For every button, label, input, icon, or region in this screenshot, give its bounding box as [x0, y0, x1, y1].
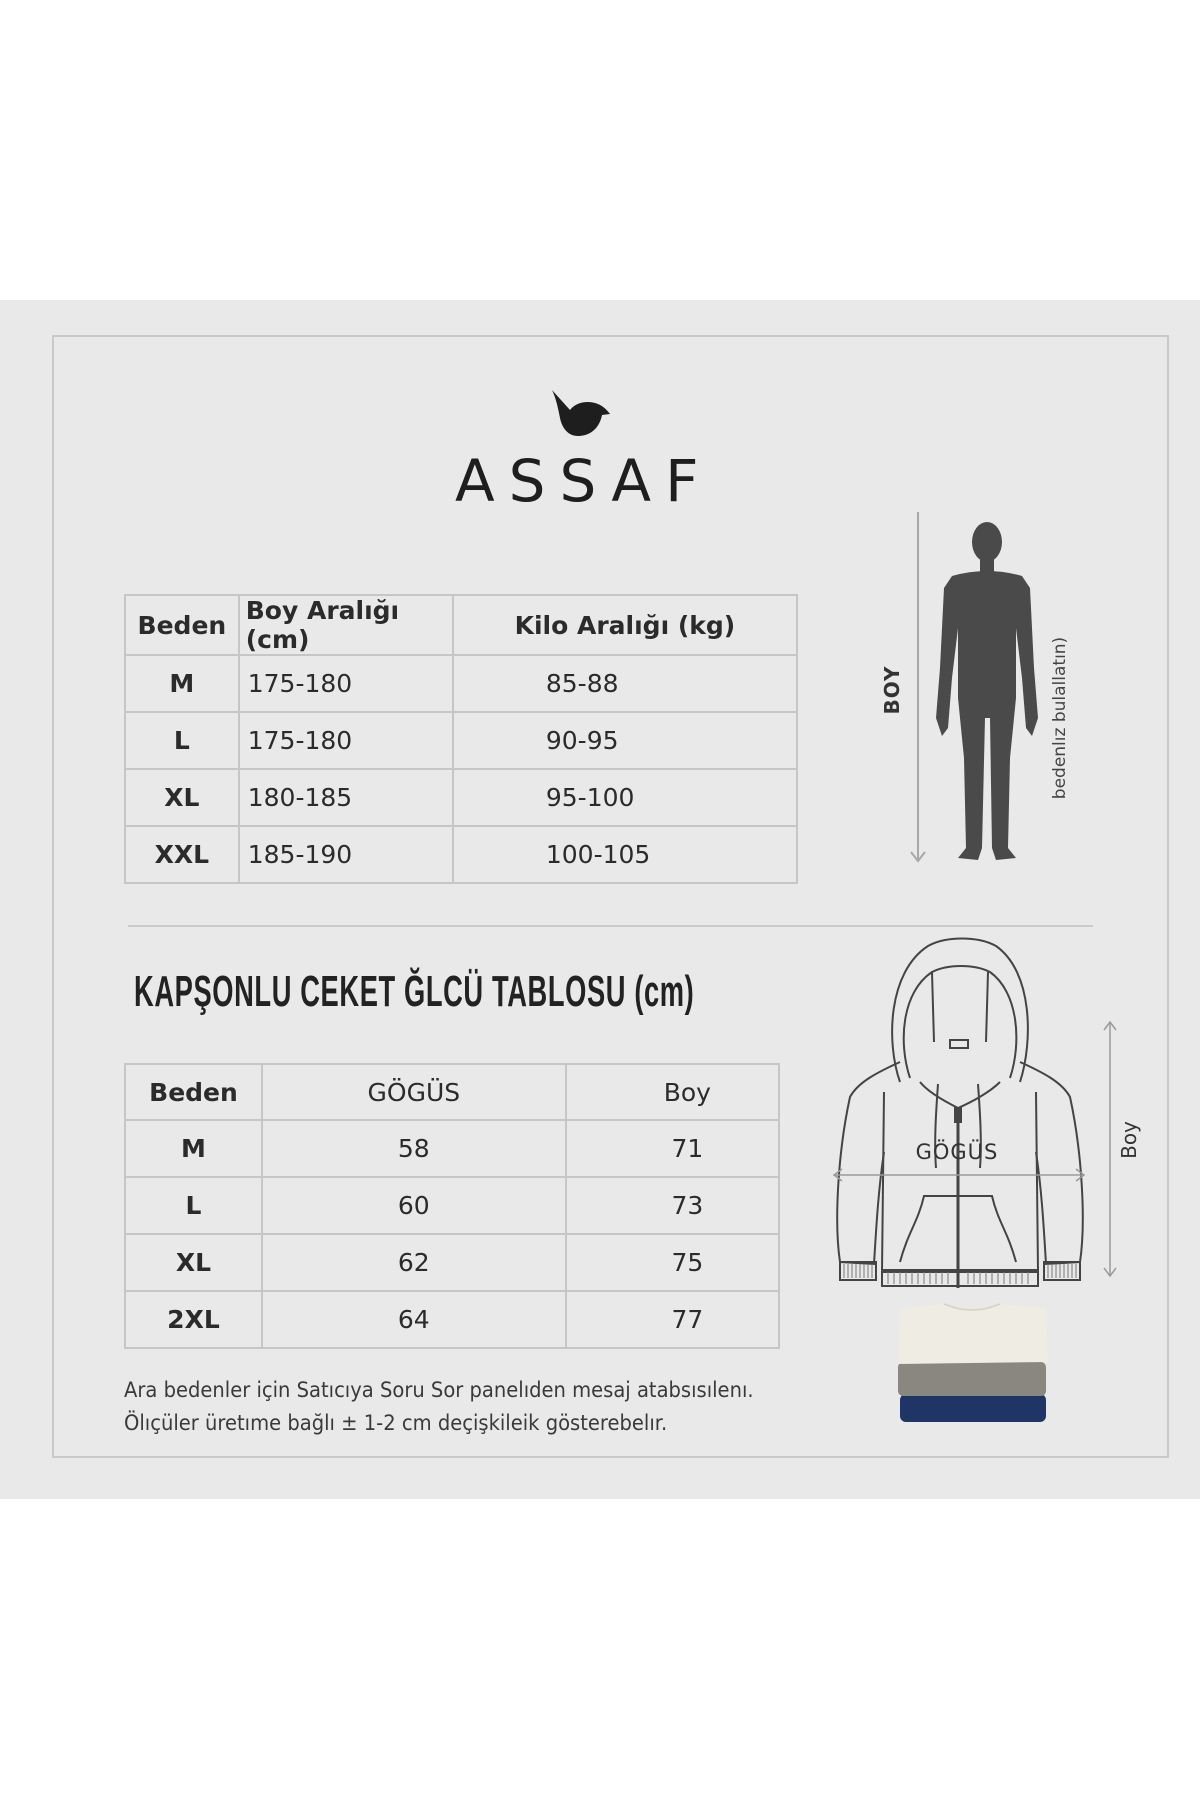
header-boy-araligi: Boy Aralığı (cm)	[239, 595, 453, 655]
height-range-cell: 185-190	[239, 826, 453, 883]
footnote	[124, 1374, 801, 1440]
chest-cell: 60	[262, 1177, 566, 1234]
height-arrow-icon	[906, 510, 930, 866]
weight-range-cell: 85-88	[453, 655, 797, 712]
bird-icon	[548, 388, 612, 440]
footnote-line-1: Ara bedenler için Satıcıya Soru Sor panelıden mesaj atabsısılenı.	[124, 1378, 754, 1402]
size-cell: XL	[125, 1234, 262, 1291]
size-cell: M	[125, 655, 239, 712]
table-row	[125, 1120, 779, 1177]
header-boy: Boy	[566, 1064, 779, 1120]
header-beden: Beden	[125, 595, 239, 655]
body-size-table	[124, 594, 798, 884]
height-range-cell: 175-180	[239, 655, 453, 712]
size-cell: XXL	[125, 826, 239, 883]
footnote-line-2: Ölıçüler üretıme bağlı ± 1-2 cm deçişkileik gösterebelır.	[124, 1411, 668, 1435]
find-size-note: bedenlız bulallatın)	[1050, 636, 1070, 800]
chest-measure-label: GÖGÜS	[915, 1140, 999, 1164]
man-height-label: BOY	[880, 665, 904, 715]
hoodie-diagram-icon	[828, 932, 1090, 1288]
table-row	[125, 1291, 779, 1348]
brand-name: ASSAF	[455, 447, 713, 515]
table-row	[125, 655, 797, 712]
section-divider	[128, 925, 1093, 927]
chest-cell: 62	[262, 1234, 566, 1291]
chest-cell: 58	[262, 1120, 566, 1177]
table-row	[125, 712, 797, 769]
jacket-chart-title: KAPŞONLU CEKET ĞLCÜ TABLOSU (cm)	[134, 967, 695, 1016]
table-header-row	[125, 1064, 779, 1120]
man-silhouette-icon	[930, 518, 1045, 866]
height-range-cell: 175-180	[239, 712, 453, 769]
jacket-size-table	[124, 1063, 780, 1349]
weight-range-cell: 100-105	[453, 826, 797, 883]
size-cell: 2XL	[125, 1291, 262, 1348]
header-beden: Beden	[125, 1064, 262, 1120]
length-cell: 73	[566, 1177, 779, 1234]
size-cell: L	[125, 1177, 262, 1234]
folded-garments-image	[896, 1300, 1050, 1426]
table-row	[125, 826, 797, 883]
weight-range-cell: 90-95	[453, 712, 797, 769]
header-kilo-araligi: Kilo Aralığı (kg)	[453, 595, 797, 655]
length-cell: 77	[566, 1291, 779, 1348]
length-cell: 71	[566, 1120, 779, 1177]
table-row	[125, 1234, 779, 1291]
header-gogus: GÖGÜS	[262, 1064, 566, 1120]
weight-range-cell: 95-100	[453, 769, 797, 826]
length-cell: 75	[566, 1234, 779, 1291]
size-cell: L	[125, 712, 239, 769]
height-range-cell: 180-185	[239, 769, 453, 826]
chest-cell: 64	[262, 1291, 566, 1348]
size-cell: M	[125, 1120, 262, 1177]
table-header-row	[125, 595, 797, 655]
hoodie-length-label: Boy	[1117, 1121, 1141, 1159]
size-cell: XL	[125, 769, 239, 826]
table-row	[125, 769, 797, 826]
table-row	[125, 1177, 779, 1234]
